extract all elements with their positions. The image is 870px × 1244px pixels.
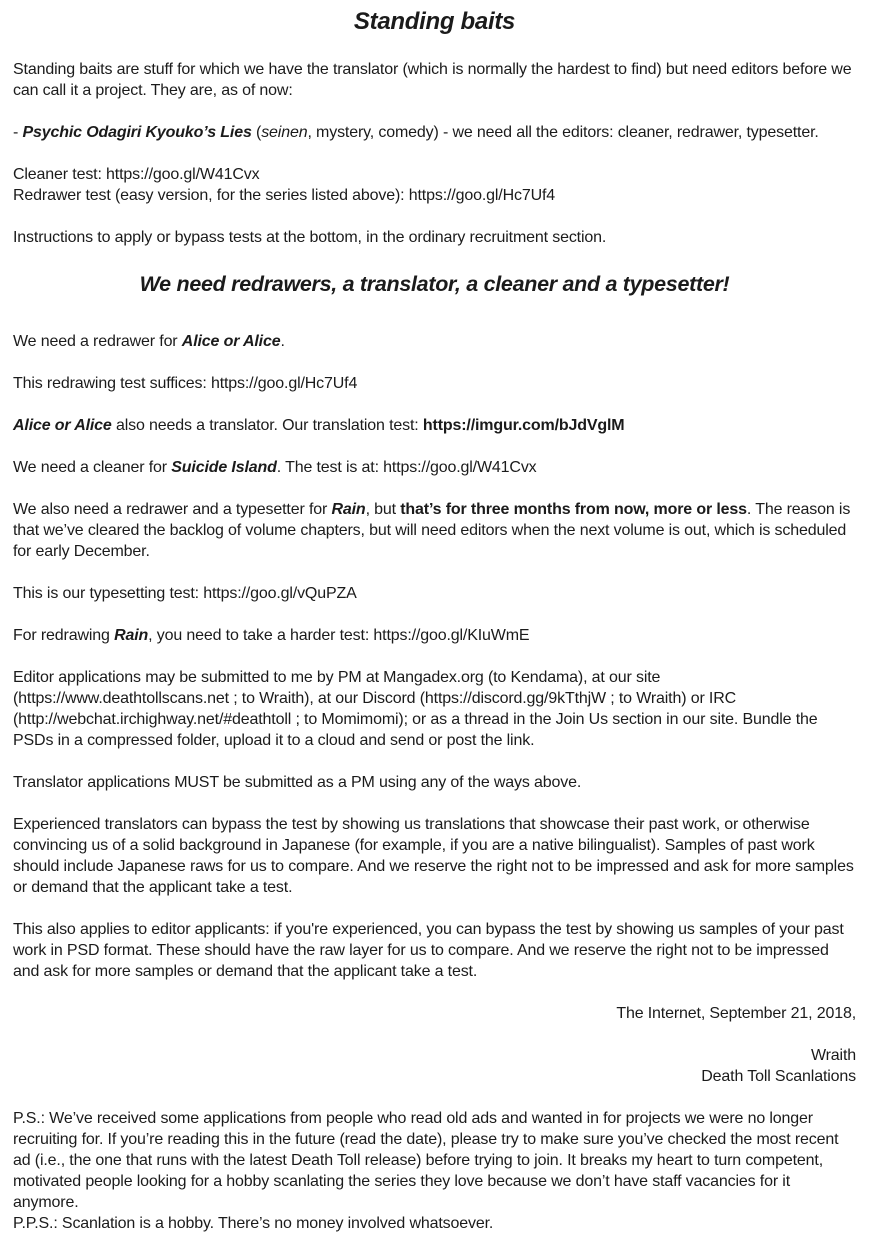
translator-applications-text: Translator applications MUST be submitted as a PM using any of the ways above. [13, 774, 582, 791]
recruitment-heading: We need redrawers, a translator, a cleaner and a typesetter! [139, 272, 730, 296]
dateline [13, 1003, 856, 1024]
rain-post: . The reason is that we’ve cleared the backlog of volume chapters, but will need editors when the next volume is out, which is scheduled for early December. [13, 501, 851, 560]
signature-name: Wraith [810, 1047, 856, 1064]
suicide-island-paragraph [13, 457, 856, 478]
translator-applications-paragraph [13, 772, 856, 793]
translation-test-url: https://imgur.com/bJdVglM [422, 417, 625, 434]
page-title: Standing baits [353, 8, 516, 35]
editor-applications-paragraph [13, 667, 856, 751]
ps-text: P.S.: We’ve received some applications from people who read old ads and wanted in for projects we were no longer recruiting for. If you’re reading this in the future (read the date), please try to make sure you’ve checked the most recent ad (i.e., the one that runs with the latest Death Toll release) before trying to join. It breaks my heart to turn competent, motivated people looking for a hobby scanlating the series they love because we don’t have staff vacancies for it anymore. [13, 1110, 839, 1211]
rain-timing-emphasis: that’s for three months from now, more or less [400, 501, 747, 518]
series-title-psychic-odagiri: Psychic Odagiri Kyouko’s Lies [22, 124, 252, 141]
bait-paren-open: ( [251, 124, 262, 141]
ps-paragraph [13, 1108, 856, 1213]
rain-redraw-pre: For redrawing [13, 627, 115, 644]
alice-translator-paragraph [13, 415, 856, 436]
redrawer-test-line: Redrawer test (easy version, for the series listed above): https://goo.gl/Hc7Uf4 [13, 187, 556, 204]
suicide-pre: We need a cleaner for [13, 459, 172, 476]
intro-paragraph [13, 59, 856, 101]
series-title-rain: Rain [331, 501, 366, 518]
experienced-translators-text: Experienced translators can bypass the test by showing us translations that showcase their past work, or otherwise convincing us of a solid background in Japanese (for example, if you are a native bilingualist). Samples of past work should include Japanese raws for us to compare. And we reserve the right not to be impressed and ask for more samples or demand that the applicant take a test. [13, 816, 854, 896]
redrawing-test-paragraph [13, 373, 856, 394]
series-title-suicide-island: Suicide Island [171, 459, 277, 476]
bait-rest: , mystery, comedy) - we need all the editors: cleaner, redrawer, typesetter. [307, 124, 819, 141]
instructions-text: Instructions to apply or bypass tests at the bottom, in the ordinary recruitment section. [13, 229, 607, 246]
editor-bypass-paragraph [13, 919, 856, 982]
series-title-rain-2: Rain [114, 627, 149, 644]
instructions-paragraph [13, 227, 856, 248]
typesetting-test-text: This is our typesetting test: https://goo.gl/vQuPZA [13, 585, 357, 602]
series-title-alice-or-alice-2: Alice or Alice [13, 417, 112, 434]
rain-pre: We also need a redrawer and a typesetter for [13, 501, 332, 518]
editor-bypass-text: This also applies to editor applicants: if you're experienced, you can bypass the test by showing us samples of your past work in PSD format. These should have the raw layer for us to compare. And we reserve the right not to be impressed and ask for more samples or demand that the applicant take a test. [13, 921, 844, 980]
dateline-text: The Internet, September 21, 2018, [616, 1005, 856, 1022]
alice-redrawer-paragraph [13, 331, 856, 352]
alice-redrawer-pre: We need a redrawer for [13, 333, 182, 350]
pps-paragraph [13, 1213, 856, 1234]
signature-group: Death Toll Scanlations [701, 1068, 856, 1085]
series-title-alice-or-alice: Alice or Alice [181, 333, 281, 350]
standing-bait-item [13, 122, 856, 143]
rain-redraw-post: , you need to take a harder test: https://goo.gl/KIuWmE [148, 627, 530, 644]
postscript-block [13, 1108, 856, 1234]
signature-block [13, 1045, 856, 1087]
experienced-translators-paragraph [13, 814, 856, 898]
intro-text: Standing baits are stuff for which we have the translator (which is normally the hardest to find) but need editors before we can call it a project. They are, as of now: [13, 61, 852, 99]
alice-redrawer-post: . [280, 333, 285, 350]
alice-translator-mid: also needs a translator. Our translation test: [111, 417, 423, 434]
suicide-post: . The test is at: https://goo.gl/W41Cvx [276, 459, 537, 476]
cleaner-test-line: Cleaner test: https://goo.gl/W41Cvx [13, 166, 260, 183]
pps-text: P.P.S.: Scanlation is a hobby. There’s no money involved whatsoever. [13, 1215, 494, 1232]
test-links-paragraph [13, 164, 856, 206]
bait-prefix: - [13, 124, 23, 141]
typesetting-test-paragraph [13, 583, 856, 604]
rain-redraw-test-paragraph [13, 625, 856, 646]
redrawing-test-text: This redrawing test suffices: https://goo.gl/Hc7Uf4 [13, 375, 358, 392]
genre-seinen: seinen [261, 124, 308, 141]
rain-editors-paragraph [13, 499, 856, 562]
editor-applications-text: Editor applications may be submitted to me by PM at Mangadex.org (to Kendama), at our site (https://www.deathtollscans.net ; to Wraith), at our Discord (https://discord.gg/9kTthjW ; to Wraith) or IRC (http://webchat.irchighway.net/#deathtoll ; to Momimomi); or as a thread in the Join Us section in our site. Bundle the PSDs in a compressed folder, upload it to a cloud and send or post the link. [13, 669, 818, 749]
rain-mid: , but [365, 501, 401, 518]
